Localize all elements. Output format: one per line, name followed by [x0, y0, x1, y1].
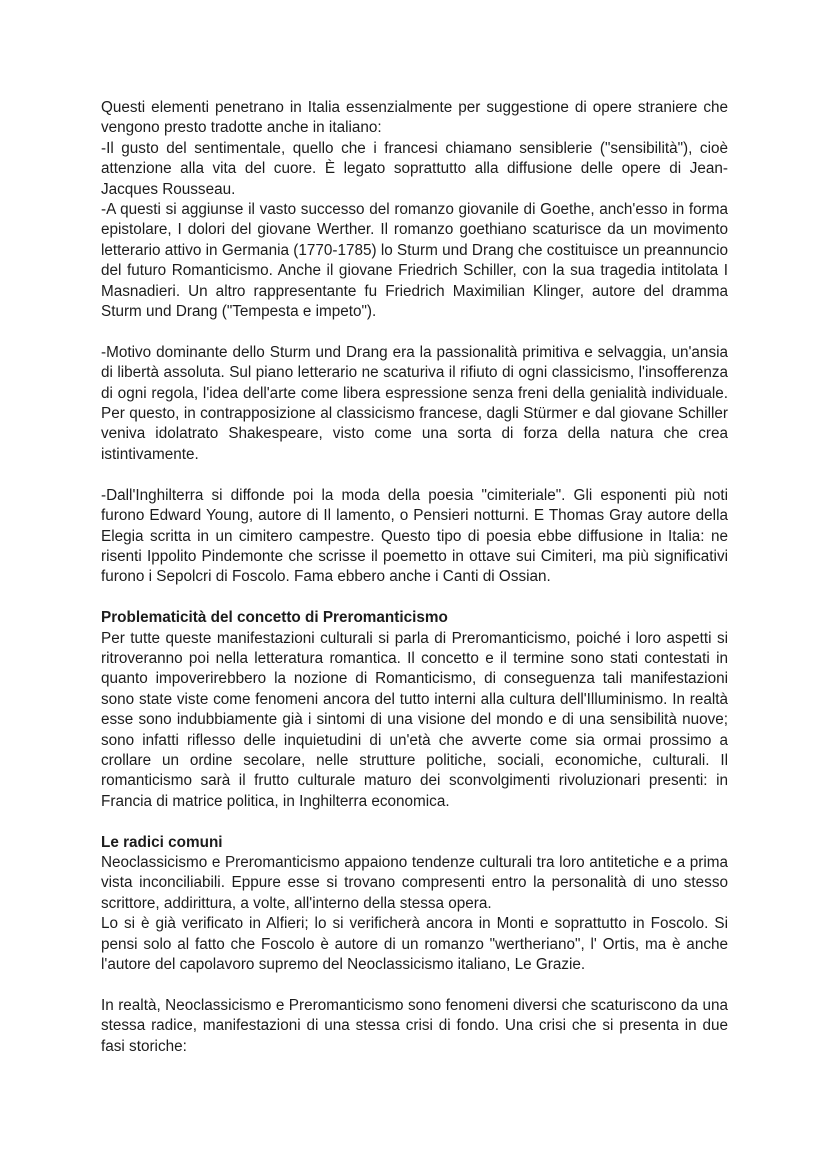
paragraph-gap	[101, 465, 728, 485]
paragraph: -Il gusto del sentimentale, quello che i francesi chiamano sensiblerie ("sensibilità"), cioè attenzione alla vita del cuore. È legato soprattutto alla diffusione delle opere di Jean-Jacques Rousseau.	[101, 139, 728, 198]
paragraph-gap	[101, 588, 728, 608]
paragraph: Lo si è già verificato in Alfieri; lo si verificherà ancora in Monti e soprattutto in Foscolo. Si pensi solo al fatto che Foscolo è autore di un romanzo "wertheriano", l' Ortis, ma è anche l'autore del capolavoro supremo del Neoclassicismo italiano, Le Grazie.	[101, 915, 728, 973]
paragraph: -Motivo dominante dello Sturm und Drang era la passionalità primitiva e selvaggia, un'ansia di libertà assoluta. Sul piano letterario ne scaturiva il rifiuto di ogni classicismo, l'insofferenza di ogni regola, l'idea dell'arte come libera espressione senza freni della genialità individuale. Per questo, in contrapposizione al classicismo francese, dagli Stürmer e dal giovane Schiller veniva idolatrato Shakespeare, visto come una sorta di forza della natura che crea istintivamente.	[101, 343, 728, 463]
section-intro	[101, 98, 728, 322]
paragraph: In realtà, Neoclassicismo e Preromanticismo sono fenomeni diversi che scaturiscono da una stessa radice, manifestazioni di una stessa crisi di fondo. Una crisi che si presenta in due fasi storiche:	[101, 996, 728, 1055]
paragraph: -A questi si aggiunse il vasto successo del romanzo giovanile di Goethe, anch'esso in forma epistolare, I dolori del giovane Werther. Il romanzo goethiano scaturisce da un movimento letterario attivo in Germania (1770-1785) lo Sturm und Drang che costituisce un preannuncio del futuro Romanticismo. Anche il giovane Friedrich Schiller, con la sua tragedia intitolata I Masnadieri. Un altro rappresentante fu Friedrich Maximilian Klinger, autore del dramma Sturm und Drang ("Tempesta e impeto").	[101, 201, 728, 321]
paragraph-gap	[101, 812, 728, 832]
paragraph: Per tutte queste manifestazioni culturali si parla di Preromanticismo, poiché i loro aspetti si ritroveranno poi nella letteratura romantica. Il concetto e il termine sono stati contestati in quanto impoverirebbero la nozione di Romanticismo, di conseguenza tali manifestazioni sono state viste come fenomeni ancora del tutto interni alla cultura dell'Illuminismo. In realtà esse sono indubbiamente già i sintomi di una visione del mondo e di una sensibilità nuove; sono infatti riflesso delle inquietudini di un'età che avverte come sia ormai prossimo a crollare un ordine secolare, nelle strutture politiche, sociali, economiche, culturali. Il romanticismo sarà il frutto culturale maturo dei sconvolgimenti rivoluzionari presenti: in Francia di matrice politica, in Inghilterra economica.	[101, 629, 728, 810]
section-conclusione	[101, 996, 728, 1057]
section-heading: Problematicità del concetto di Preromanticismo	[101, 609, 448, 627]
paragraph-gap	[101, 322, 728, 342]
section-sturm-und-drang	[101, 343, 728, 465]
section-radici-comuni	[101, 833, 728, 976]
paragraph: -Dall'Inghilterra si diffonde poi la moda della poesia "cimiteriale". Gli esponenti più noti furono Edward Young, autore di Il lamento, o Pensieri notturni. E Thomas Gray autore della Elegia scritta in un cimitero campestre. Questo tipo di poesia ebbe diffusione in Italia: ne risenti Ippolito Pindemonte che scrisse il poemetto in ottave sui Cimiteri, ma più significativi furono i Sepolcri di Foscolo. Fama ebbero anche i Canti di Ossian.	[101, 486, 728, 586]
paragraph: Questi elementi penetrano in Italia essenzialmente per suggestione di opere straniere che vengono presto tradotte anche in italiano:	[101, 99, 728, 137]
paragraph-gap	[101, 975, 728, 995]
section-problematicita	[101, 608, 728, 812]
section-heading: Le radici comuni	[101, 833, 223, 851]
section-poesia-cimiteriale	[101, 486, 728, 588]
paragraph: Neoclassicismo e Preromanticismo appaiono tendenze culturali tra loro antitetiche e a prima vista inconciliabili. Eppure esse si trovano compresenti entro la personalità di uno stesso scrittore, addirittura, a volte, all'interno della stessa opera.	[101, 853, 728, 912]
